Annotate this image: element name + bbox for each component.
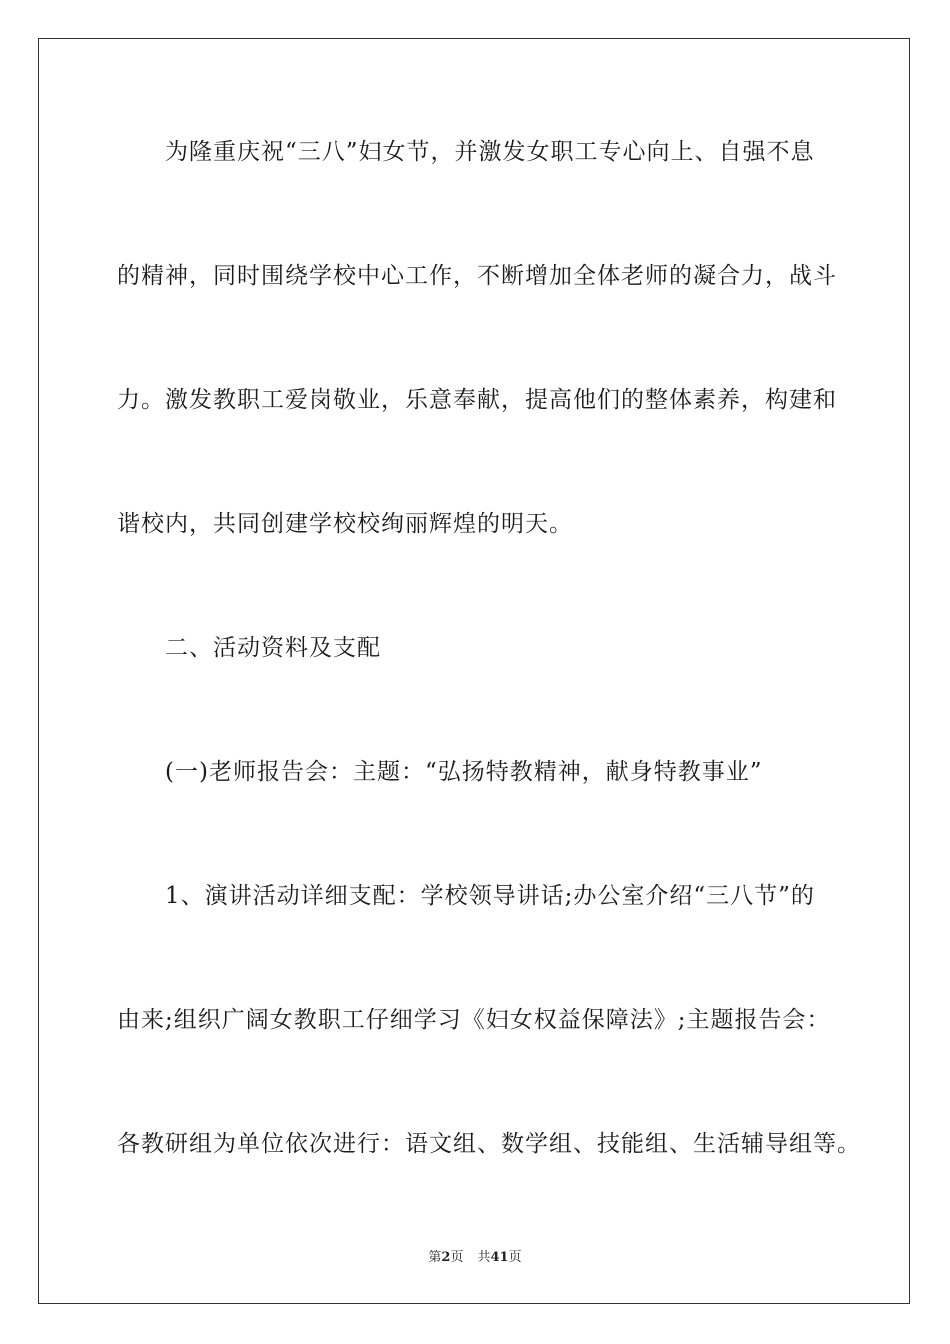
paragraph-line-9: 各教研组为单位依次进行：语文组、数学组、技能组、生活辅导组等。	[117, 1131, 861, 1157]
total-pages: 41	[490, 1250, 509, 1265]
page-suffix: 页	[450, 1250, 464, 1265]
total-prefix: 共	[477, 1250, 491, 1265]
page-footer	[0, 1246, 950, 1265]
section-heading: 二、活动资料及支配	[165, 635, 381, 661]
page-number: 2	[441, 1250, 451, 1265]
paragraph-line-8: 由来;组织广阔女教职工仔细学习《妇女权益保障法》;主题报告会：	[117, 1007, 831, 1033]
paragraph-line-1: 为隆重庆祝“三八”妇女节，并激发女职工专心向上、自强不息	[165, 139, 815, 165]
page-border	[38, 38, 910, 1304]
paragraph-line-4: 谐校内，共同创建学校校绚丽辉煌的明天。	[117, 511, 573, 537]
paragraph-line-7: 1、演讲活动详细支配：学校领导讲话;办公室介绍“三八节”的	[165, 883, 815, 909]
page-prefix: 第	[428, 1250, 442, 1265]
paragraph-line-2: 的精神，同时围绕学校中心工作，不断增加全体老师的凝合力，战斗	[117, 263, 837, 289]
total-suffix: 页	[508, 1250, 522, 1265]
paragraph-line-3: 力。激发教职工爱岗敬业，乐意奉献，提高他们的整体素养，构建和	[117, 387, 837, 413]
subsection-heading: (一)老师报告会：主题：“弘扬特教精神，献身特教事业”	[165, 759, 763, 785]
